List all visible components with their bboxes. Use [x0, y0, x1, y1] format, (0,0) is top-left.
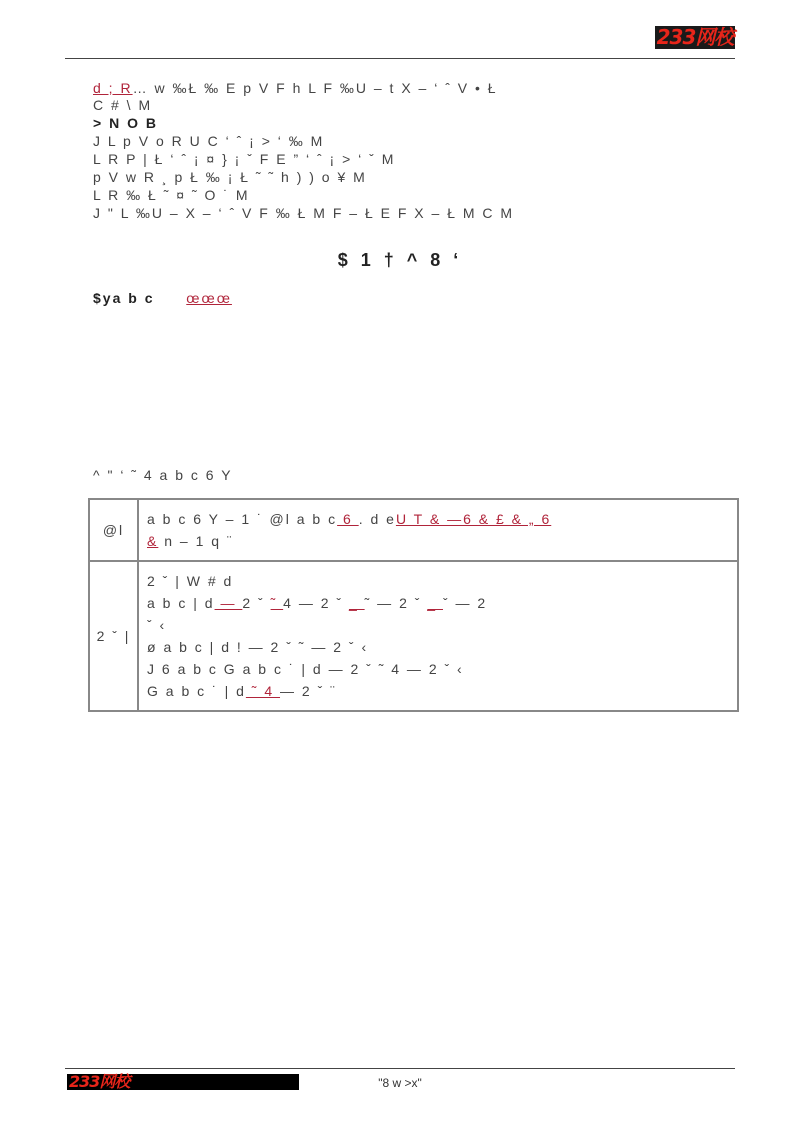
row1-line1 [147, 508, 729, 530]
row2-link-5[interactable]: ˜ 4 [245, 683, 281, 699]
row-content [138, 561, 738, 711]
row2-text-b: 2 ˇ [242, 595, 271, 611]
row-label: @l [89, 499, 138, 561]
row2-text-a: a b c | d [147, 595, 215, 611]
row1-link-3[interactable]: & [147, 533, 159, 549]
intro-line-2: C # \ M [93, 97, 153, 113]
intro-line-5: L R P | Ł ‘ ˆ ¡ ¤ } ¡ ˇ F E ” ‘ ˆ ¡ > ‘ ˇ M [93, 151, 396, 167]
row2-line4: ø a b c | d ! — 2 ˇ ˜ — 2 ˇ ‹ [147, 639, 369, 655]
section-link[interactable]: œœœ [186, 290, 232, 306]
table-row [89, 499, 738, 561]
table-caption: ^ " ‘ ˜ 4 a b c 6 Y [93, 467, 233, 483]
intro-line-1 [93, 80, 498, 96]
row-label: 2 ˇ | [89, 561, 138, 711]
row-content [138, 499, 738, 561]
row2-line3: ˇ ‹ [147, 617, 167, 633]
header-rule [65, 58, 735, 59]
row2-line1: 2 ˇ | W # d [147, 573, 234, 589]
intro-line-8: J " L ‰U – X – ‘ ˆ V F ‰ Ł M F – Ł E F X – Ł M C M [93, 205, 515, 221]
row1-text-b: . d e [358, 511, 396, 527]
row2-text-e: ˇ — 2 [442, 595, 488, 611]
row2-text-d: ˜ — 2 ˇ [364, 595, 428, 611]
row1-link-2[interactable]: U T & —6 & £ & „ 6 [395, 511, 552, 527]
row1-link-1[interactable]: 6 [337, 511, 359, 527]
intro-line-4: J L p V o R U C ‘ ˆ ¡ > ‘ ‰ M [93, 133, 325, 149]
intro-line-3: > N O B [93, 115, 158, 131]
row2-text-f: G a b c ˙ | d [147, 683, 246, 699]
section-label: $ya b c [93, 290, 155, 306]
intro-line-1-text: … w ‰Ł ‰ E p V F h L F ‰U – t X – ‘ ˆ V • Ł [132, 80, 498, 96]
row2-line2 [147, 592, 729, 614]
info-table [88, 498, 739, 712]
header-logo: 233网校 [656, 25, 734, 49]
intro-line-7: L R ‰ Ł ˜ ¤ ˜ O ˙ M [93, 187, 250, 203]
row2-link-2[interactable]: ˜ [270, 595, 284, 611]
section-heading: $ 1 † ^ 8 ‘ [337, 250, 463, 270]
intro-line-6: p V w R ¸ p Ł ‰ ¡ Ł ˜ ˜ h ) ) o ¥ M [93, 169, 367, 185]
row2-link-1[interactable]: — [214, 595, 243, 611]
row2-line6 [147, 680, 729, 702]
row1-text-a: a b c 6 Y – 1 ˙ @l a b c [147, 511, 338, 527]
row2-text-c: 4 — 2 ˇ [283, 595, 349, 611]
footer-rule [65, 1068, 735, 1069]
section-label-line [93, 290, 232, 306]
row2-text-g: — 2 ˇ ¨ [280, 683, 337, 699]
row2-line5: J 6 a b c G a b c ˙ | d — 2 ˇ ˜ 4 — 2 ˇ ‹ [147, 661, 464, 677]
footer-logo: 233网校 [67, 1074, 299, 1090]
row2-link-3[interactable]: _ [348, 595, 365, 611]
row2-link-4[interactable]: _ [427, 595, 443, 611]
footer-page-info: "8 w >x" [378, 1076, 422, 1090]
row1-text-c: n – 1 q ¨ [158, 533, 234, 549]
row1-line2 [147, 530, 729, 552]
table-row [89, 561, 738, 711]
intro-link[interactable]: d ; R [93, 80, 133, 96]
